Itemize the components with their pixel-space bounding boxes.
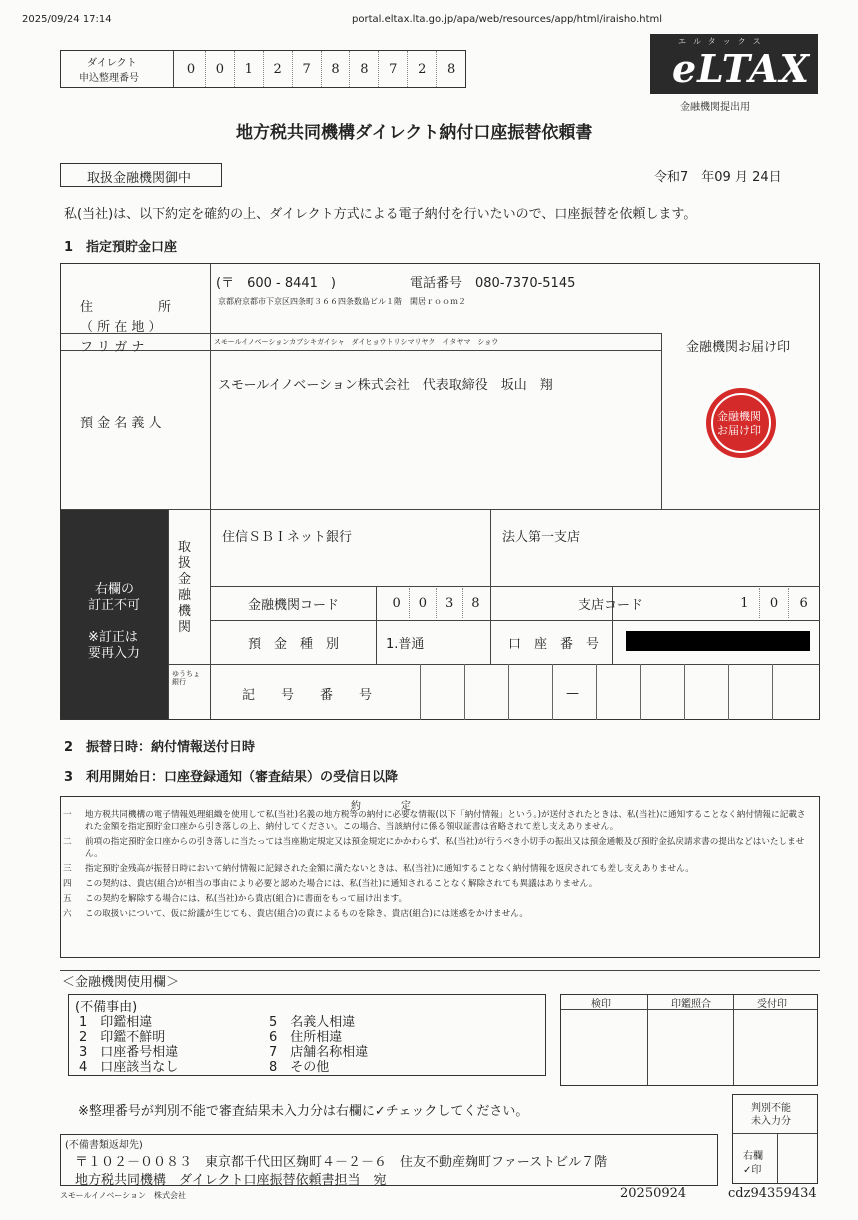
branch-code-digit: 6 [799, 595, 808, 611]
addressee: 取扱金融機関御中 [87, 171, 192, 186]
bank-code-digits [384, 588, 488, 618]
direct-number-digit: 8 [446, 61, 456, 77]
bank-vertical-label: 取扱金融機関 [178, 540, 192, 635]
defect-reasons-list [79, 1011, 539, 1075]
direct-label-1: ダイレクト [87, 58, 137, 69]
defect-reason: 2 印鑑不鮮明 [79, 1030, 166, 1045]
section1-heading: 1 指定預貯金口座 [64, 240, 178, 255]
direct-number-digit: 7 [379, 51, 408, 87]
agreement-item-text: 地方税共同機構の電子情報処理組織を使用して私(当社)名義の地方税等の納付に必要な情報(以下「納付情報」という。)が送付されたときは、私(当社)に通知することなく納付情報に記載された金額を指定預貯金口座から引き落しの上、納付してください。この場合、当該納付に係る領収証書は省略されて差し支えありません。 [85, 810, 806, 832]
agreement-item [63, 863, 817, 875]
agreement-item-number: 三 [63, 864, 72, 874]
direct-number-digit: 8 [322, 51, 351, 87]
right-col-label-1: 右欄 [743, 1151, 763, 1162]
kigo-cell [508, 664, 553, 720]
bank-name: 住信ＳＢＩネット銀行 [222, 530, 353, 545]
return-line-1: 〒１０２－００８３ 東京都千代田区麹町４－２－６ 住友不動産麹町ファーストビル７階 [75, 1155, 608, 1170]
kigo-cell [464, 664, 509, 720]
date: 令和7 年09 月 24日 [654, 170, 782, 185]
furigana-label: フ リ ガ ナ [80, 340, 145, 355]
kigo-cell [684, 664, 729, 720]
bank-code-digit: 3 [437, 588, 463, 618]
direct-number-box [60, 50, 466, 88]
bank-code-digit: 0 [410, 588, 436, 618]
right-col-label-2: ✓印 [743, 1165, 762, 1176]
agreement-item-text: この契約は、貴店(組合)が相当の事由により必要と認めた場合には、私(当社)に通知されることなく解除されても異議はありません。 [85, 879, 598, 889]
agreement-title: 約 定 [351, 801, 411, 812]
account-number-redacted [626, 631, 810, 651]
agreement-item [63, 908, 817, 920]
agreement-box [60, 796, 820, 958]
direct-number-digits [177, 51, 465, 87]
section3-heading: 3 利用開始日：口座登録通知（審査結果）の受信日以降 [64, 770, 399, 785]
address-value: 京都府京都市下京区四条町３６６四条数島ビル１階 閑居ｒｏｏｍ２ [218, 297, 466, 306]
defect-reason: 3 口座番号相違 [79, 1045, 179, 1060]
panel-line-1: 右欄の [95, 582, 135, 597]
kigo-cell [640, 664, 685, 720]
eltax-logo [650, 34, 818, 94]
yucho-label: ゆうちょ銀行 [172, 670, 200, 686]
col-kenin: 検印 [591, 999, 611, 1010]
agreement-item-number: 六 [63, 909, 72, 919]
kigo-cell [728, 664, 773, 720]
addressee-box [60, 163, 222, 187]
agreement-items [63, 809, 817, 923]
return-line-2: 地方税共同機構 ダイレクト口座振替依頼書担当 宛 [75, 1173, 387, 1188]
agreement-item-text: 前項の指定預貯金口座からの引き落しに当たっては当座勘定規定又は預金規定にかかわらず、私(当社)が行うべき小切手の振出又は預金通帳及び預貯金払戻請求書の提出などはいたしません。 [85, 837, 805, 859]
unreadable-line-2: 未入力分 [751, 1116, 791, 1127]
bank-code-digit: 8 [471, 595, 480, 611]
account-type-value: 1.普通 [386, 637, 425, 652]
direct-number-digit: 2 [264, 51, 293, 87]
seal-label: 金融機関お届け印 [686, 340, 791, 355]
kigo-cell [772, 664, 817, 720]
bank-seal-stamp [706, 388, 776, 458]
postal-code: (〒 600 - 8441 ) [216, 276, 336, 291]
logo-sub: 金融機関提出用 [680, 102, 750, 113]
col-uketsuke-in: 受付印 [757, 999, 787, 1010]
agreement-item [63, 836, 817, 860]
print-url: portal.eltax.lta.go.jp/apa/web/resources/app/html/iraisho.html [352, 14, 663, 25]
agreement-item-number: 一 [63, 810, 72, 820]
agreement-item-number: 二 [63, 837, 72, 847]
defect-reasons-box [68, 994, 546, 1076]
direct-number-digit: 0 [206, 51, 235, 87]
document-title: 地方税共同機構ダイレクト納付口座振替依頼書 [236, 123, 593, 143]
seal-text-2: お届け印 [717, 424, 761, 437]
footer-id: cdz94359434 [728, 1186, 817, 1201]
direct-label-2: 申込整理番号 [79, 73, 139, 84]
bank-stamp-columns [560, 994, 818, 1086]
defect-reason: 7 店舗名称相違 [269, 1045, 369, 1060]
logo-text: eLTAX [672, 46, 810, 91]
direct-number-digit: 7 [293, 51, 322, 87]
bank-code-label: 金融機関コード [248, 598, 340, 613]
kigo-bango-cells [420, 664, 820, 720]
note-text: ※整理番号が判別不能で審査結果未入力分は右欄に✓チェックしてください。 [78, 1104, 529, 1119]
agreement-item-text: この契約を解除する場合には、私(当社)から貴店(組合)に書面をもって届け出ます。 [85, 894, 408, 904]
direct-number-digit: 1 [235, 51, 264, 87]
unreadable-box [732, 1094, 818, 1184]
defect-reason: 1 印鑑相違 [79, 1015, 153, 1030]
phone-number: 電話番号 080-7370-5145 [410, 276, 576, 291]
section2-heading: 2 振替日時：納付情報送付日時 [64, 740, 256, 755]
seal-text-1: 金融機関 [717, 410, 761, 423]
panel-line-4: 要再入力 [88, 646, 141, 661]
holder-name: スモールイノベーション株式会社 代表取締役 坂山 翔 [218, 378, 553, 393]
panel-line-3: ※訂正は [88, 630, 138, 645]
unreadable-line-1: 判別不能 [751, 1103, 791, 1114]
branch-name: 法人第一支店 [502, 530, 581, 545]
agreement-item [63, 878, 817, 890]
defect-reason: 5 名義人相違 [269, 1015, 356, 1030]
agreement-item-number: 五 [63, 894, 72, 904]
defect-title: (不備事由) [75, 1000, 138, 1015]
branch-code-digit: 1 [730, 588, 760, 618]
direct-number-digit: 8 [350, 51, 379, 87]
intro-text: 私(当社)は、以下約定を確約の上、ダイレクト方式による電子納付を行いたいので、口座振替を依頼します。 [64, 207, 697, 222]
kigo-bango-label: 記 号 番 号 [242, 688, 373, 703]
branch-code-label: 支店コード [578, 598, 644, 613]
print-timestamp: 2025/09/24 17:14 [22, 14, 112, 25]
panel-line-2: 訂正不可 [88, 598, 141, 613]
no-correction-panel [61, 510, 168, 719]
bank-use-title: ＜金融機関使用欄＞ [62, 975, 180, 990]
kigo-dash: — [566, 686, 579, 701]
col-ingan-shogo: 印鑑照合 [671, 999, 711, 1010]
furigana-value: スモールイノベーションカブシキガイシャ ダイヒョウトリシマリヤク イタヤマ ショウ [214, 338, 499, 346]
account-type-label: 預 金 種 別 [248, 637, 340, 652]
holder-label: 預 金 名 義 人 [80, 416, 162, 431]
defect-reason: 8 その他 [269, 1060, 330, 1075]
footer-company: スモールイノベーション 株式会社 [60, 1191, 186, 1200]
bank-code-digit: 0 [384, 588, 410, 618]
address-label-1: 住 所 [80, 300, 172, 315]
logo-ruby: エルタックス [678, 37, 768, 46]
agreement-item-text: この取扱いについて、仮に紛議が生じても、貴店(組合)の責によるものを除き、貴店(組合)には迷惑をかけません。 [85, 909, 528, 919]
branch-code-digits [730, 588, 818, 618]
return-title: (不備書類返却先) [65, 1140, 143, 1151]
agreement-item [63, 809, 817, 833]
address-label-2: （ 所 在 地 ） [80, 320, 162, 335]
return-address-box [60, 1134, 718, 1186]
kigo-cell [596, 664, 641, 720]
agreement-item [63, 893, 817, 905]
direct-number-digit: 0 [177, 51, 206, 87]
footer-date-code: 20250924 [620, 1186, 687, 1201]
defect-reason: 6 住所相違 [269, 1030, 343, 1045]
direct-number-digit: 2 [408, 51, 437, 87]
account-number-label: 口 座 番 号 [508, 637, 600, 652]
defect-reason: 4 口座該当なし [79, 1060, 179, 1075]
branch-code-digit: 0 [760, 588, 790, 618]
kigo-cell [420, 664, 465, 720]
agreement-item-text: 指定預貯金残高が振替日時において納付情報に記録された金額に満たないときは、私(当社)に通知することなく納付情報を返戻されても差し支えありません。 [85, 864, 694, 874]
account-table [60, 263, 820, 720]
agreement-item-number: 四 [63, 879, 72, 889]
